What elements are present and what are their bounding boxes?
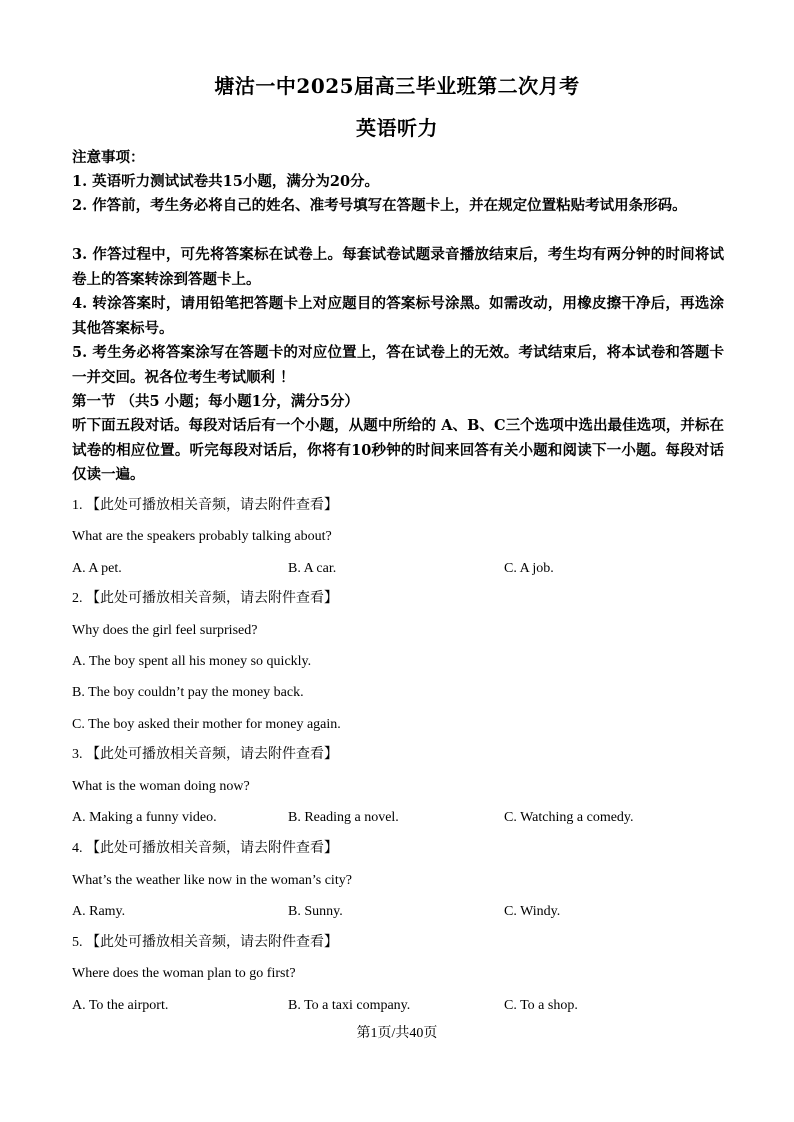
question-stem-1: What are the speakers probably talking about? — [72, 529, 332, 544]
q2-option-b[interactable]: B. The boy couldn’t pay the money back. — [72, 685, 304, 700]
question-stem-2: Why does the girl feel surprised? — [72, 623, 258, 638]
question-stem-5: Where does the woman plan to go first? — [72, 966, 296, 981]
section-heading: 第一节 （共5 小题；每小题1分，满分5分） — [72, 393, 359, 410]
q1-option-a[interactable]: A. A pet. — [72, 561, 122, 576]
note-item-4: 4. 转涂答案时，请用铅笔把答题卡上对应题目的答案标号涂黑。如需改动，用橡皮擦干净后，再选涂其他答案标号。 — [72, 295, 724, 337]
q1-option-c[interactable]: C. A job. — [504, 561, 554, 576]
q4-option-b[interactable]: B. Sunny. — [288, 904, 343, 919]
q5-option-c[interactable]: C. To a shop. — [504, 998, 578, 1013]
q4-option-c[interactable]: C. Windy. — [504, 904, 561, 919]
audio-prompt-3[interactable]: 3. 【此处可播放相关音频，请去附件查看】 — [72, 747, 338, 762]
exam-title: 塘沽一中2025届高三毕业班第二次月考 — [214, 74, 580, 98]
audio-prompt-5[interactable]: 5. 【此处可播放相关音频，请去附件查看】 — [72, 935, 338, 950]
notes-heading: 注意事项： — [72, 149, 145, 166]
exam-subtitle: 英语听力 — [356, 116, 438, 140]
q5-option-b[interactable]: B. To a taxi company. — [288, 998, 411, 1013]
q2-option-c[interactable]: C. The boy asked their mother for money again. — [72, 717, 341, 732]
q5-option-a[interactable]: A. To the airport. — [72, 998, 169, 1013]
section-instructions: 听下面五段对话。每段对话后有一个小题，从题中所给的 A、B、C三个选项中选出最佳选项，并标在试卷的相应位置。听完每段对话后，你将有10秒钟的时间来回答有关小题和阅读下一小题。每段对话仅读一遍。 — [72, 417, 724, 483]
q4-option-a[interactable]: A. Ramy. — [72, 904, 126, 919]
note-item-3: 3. 作答过程中，可先将答案标在试卷上。每套试卷试题录音播放结束后，考生均有两分钟的时间将试卷上的答案转涂到答题卡上。 — [72, 246, 724, 288]
audio-prompt-2[interactable]: 2. 【此处可播放相关音频，请去附件查看】 — [72, 591, 338, 606]
note-item-1: 1. 英语听力测试试卷共15小题，满分为20分。 — [72, 173, 380, 190]
question-stem-3: What is the woman doing now? — [72, 779, 250, 794]
q3-option-b[interactable]: B. Reading a novel. — [288, 810, 399, 825]
q1-option-b[interactable]: B. A car. — [288, 561, 337, 576]
q3-option-c[interactable]: C. Watching a comedy. — [504, 810, 634, 825]
question-stem-4: What’s the weather like now in the woman’s city? — [72, 873, 352, 888]
q3-option-a[interactable]: A. Making a funny video. — [72, 810, 217, 825]
page-number: 第1页/共40页 — [356, 1026, 438, 1041]
audio-prompt-4[interactable]: 4. 【此处可播放相关音频，请去附件查看】 — [72, 841, 338, 856]
note-item-5: 5. 考生务必将答案涂写在答题卡的对应位置上，答在试卷上的无效。考试结束后，将本试卷和答题卡一并交回。祝各位考生考试顺利 ！ — [72, 344, 724, 386]
audio-prompt-1[interactable]: 1. 【此处可播放相关音频，请去附件查看】 — [72, 498, 338, 513]
q2-option-a[interactable]: A. The boy spent all his money so quickly. — [72, 654, 312, 669]
note-item-2: 2. 作答前，考生务必将自己的姓名、准考号填写在答题卡上，并在规定位置粘贴考试用条形码。 — [72, 197, 687, 214]
